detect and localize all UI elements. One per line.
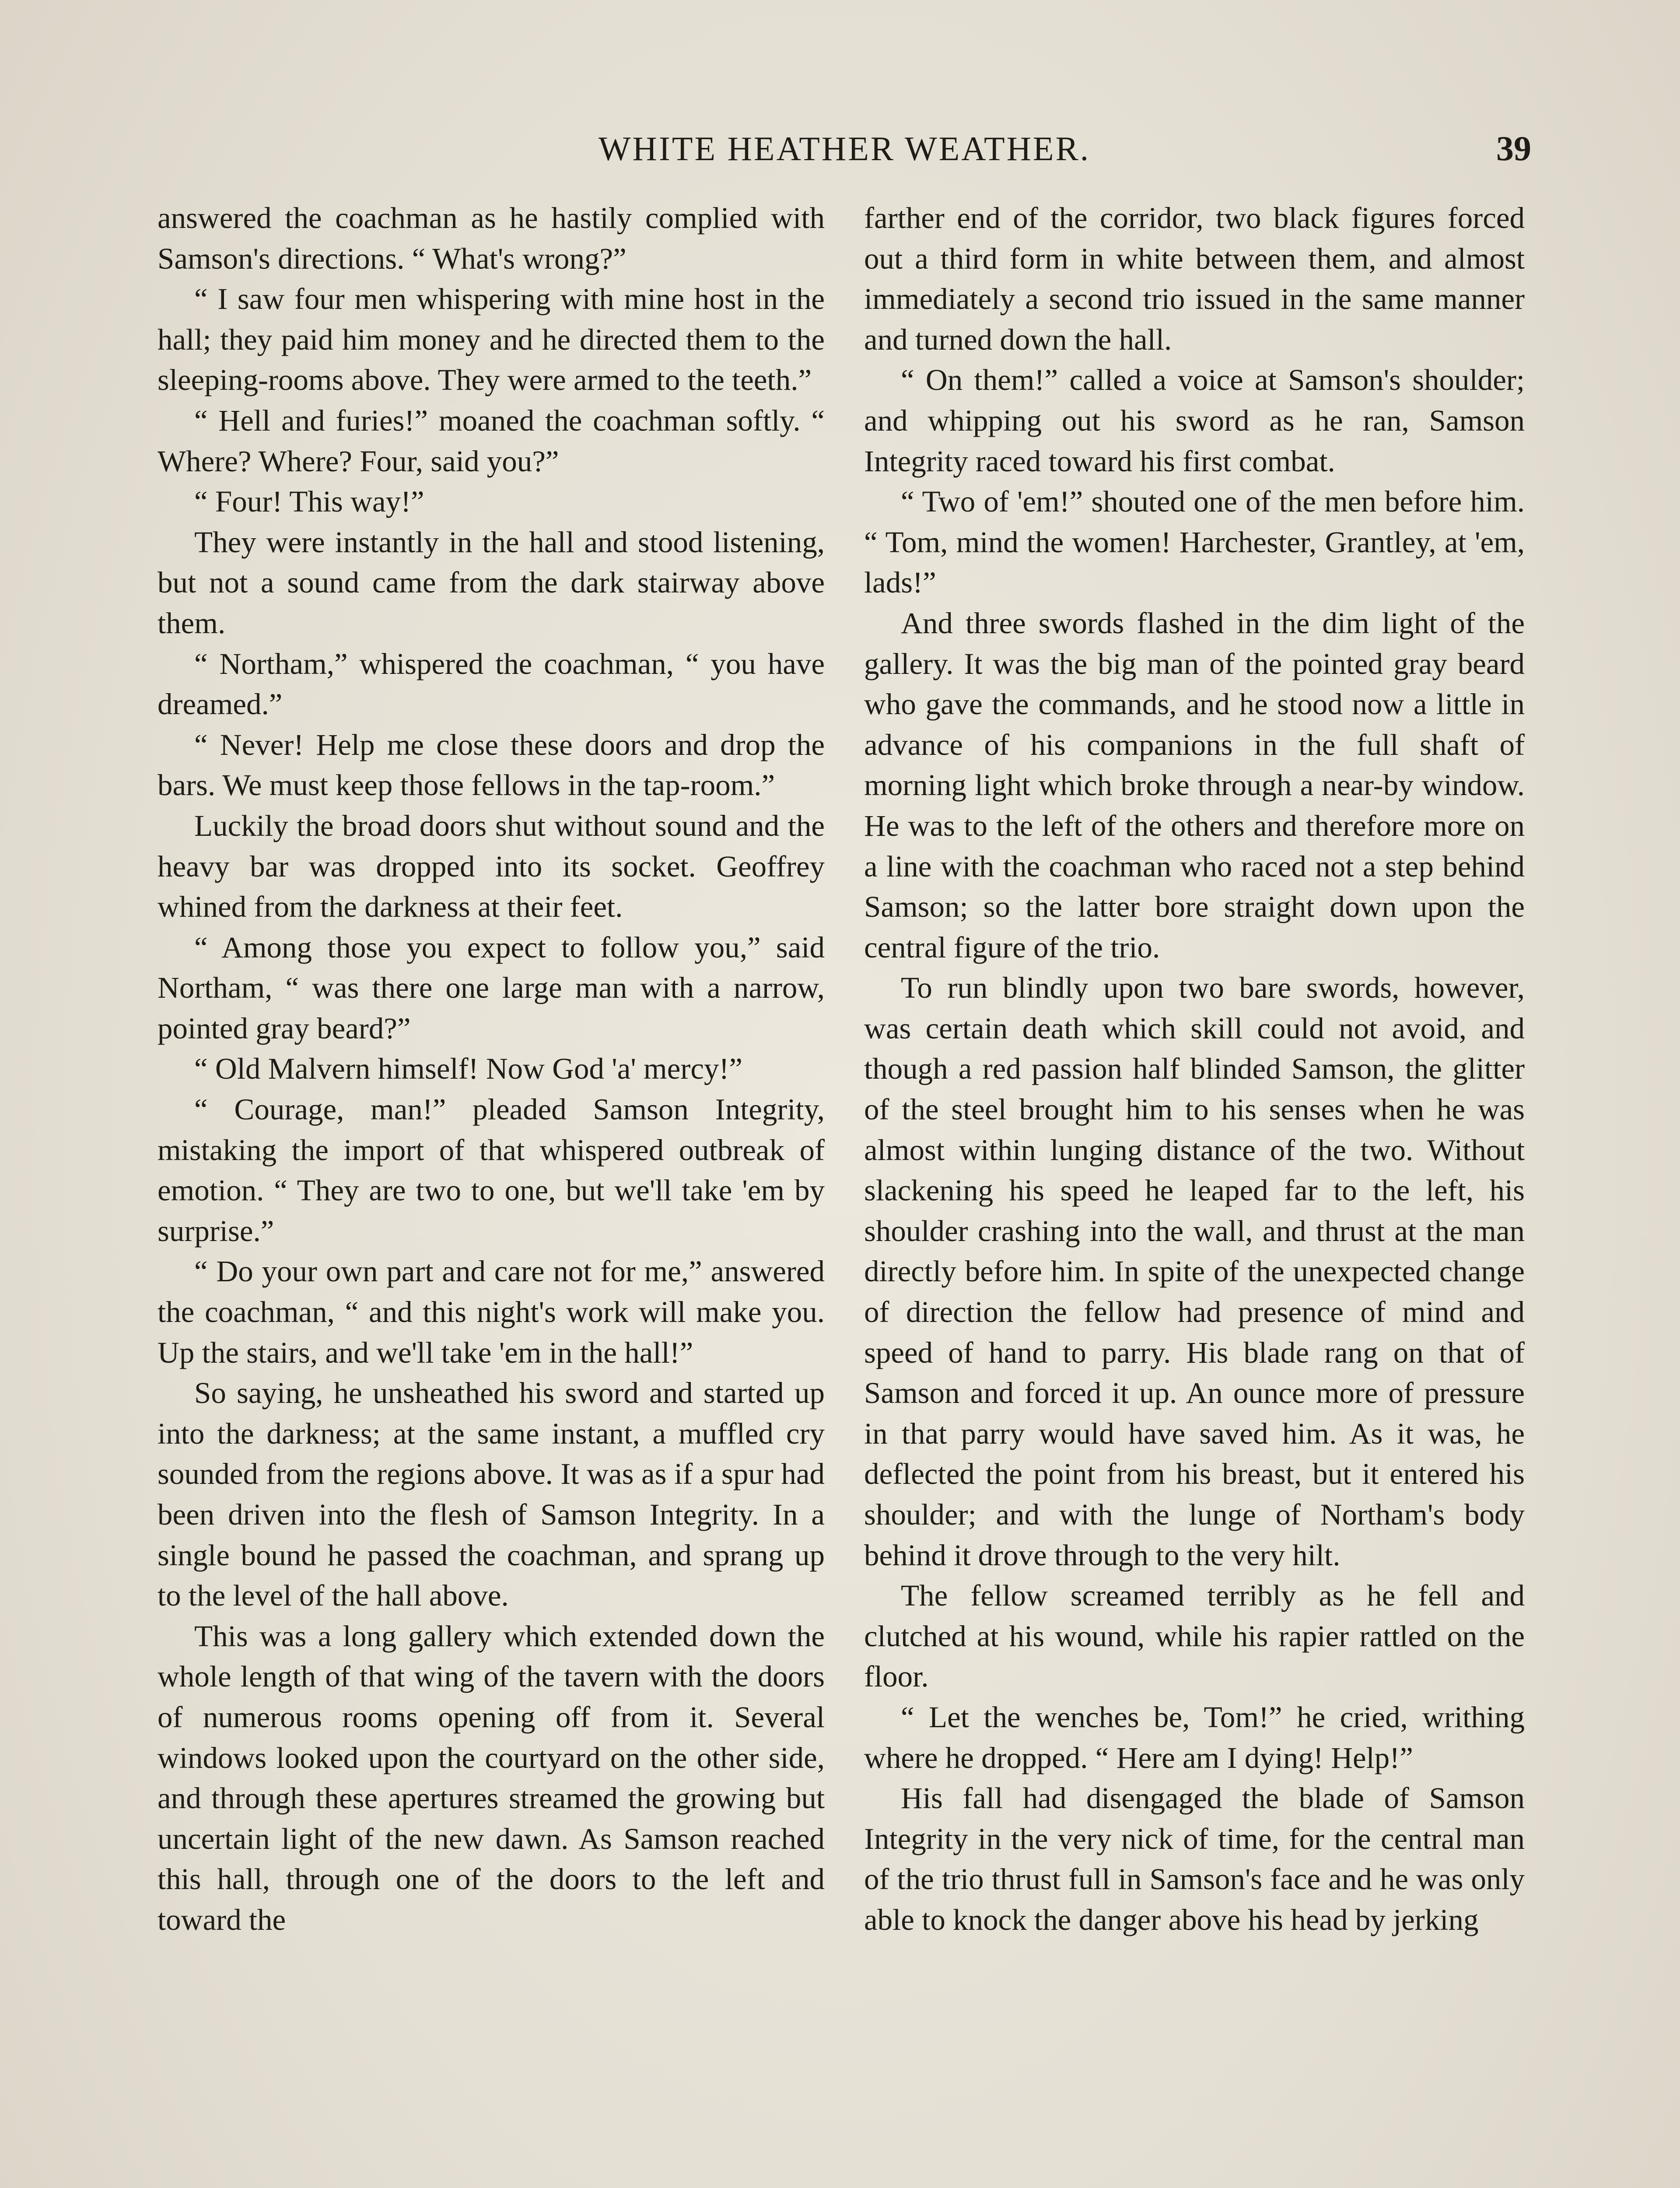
left-text-column (158, 198, 825, 1940)
paragraph: To run blindly upon two bare swords, however, was certain death which skill could not avoid, and though a red passion half blinded Samson, the glitter of the steel brought him to his senses when he was almost within lunging distance of the two. Without slackening his speed he leaped far to the left, his shoulder crashing into the wall, and thrust at the man directly before him. In spite of the unexpected change of direction the fellow had presence of mind and speed of hand to parry. His blade rang on that of Samson and forced it up. An ounce more of pressure in that parry would have saved him. As it was, he deflected the point from his breast, but it entered his shoulder; and with the lunge of Northam's body behind it drove through to the very hilt. (864, 971, 1525, 1572)
paragraph: “ Never! Help me close these doors and drop the bars. We must keep those fellows in the tap-room.” (158, 728, 825, 802)
paragraph: “ Do your own part and care not for me,” answered the coachman, “ and this night's work will make you. Up the stairs, and we'll take 'em in the hall!” (158, 1255, 825, 1369)
right-text-column (864, 198, 1525, 1940)
running-title: WHITE HEATHER WEATHER. (598, 130, 1091, 168)
paragraph: This was a long gallery which extended down the whole length of that wing of the tavern with the doors of numerous rooms opening off from it. Several windows looked upon the courtyard on the other side, and through these apertures streamed the growing but uncertain light of the new dawn. As Samson reached this hall, through one of the doors to the left and toward the (158, 1619, 825, 1936)
paragraph: “ Among those you expect to follow you,” said Northam, “ was there one large man with a narrow, pointed gray beard?” (158, 930, 825, 1045)
paragraph: “ Two of 'em!” shouted one of the men before him. “ Tom, mind the women! Harchester, Grantley, at 'em, lads!” (864, 485, 1525, 600)
paragraph: “ Four! This way!” (194, 485, 424, 519)
page-number: 39 (1496, 130, 1531, 168)
paragraph: The fellow screamed terribly as he fell and clutched at his wound, while his rapier rattled on the floor. (864, 1579, 1525, 1694)
paragraph: And three swords flashed in the dim light of the gallery. It was the big man of the pointed gray beard who gave the commands, and he stood now a little in advance of his companions in the full shaft of morning light which broke through a near-by window. He was to the left of the others and therefore more on a line with the coachman who raced not a step behind Samson; so the latter bore straight down upon the central figure of the trio. (864, 606, 1525, 964)
paragraph: They were instantly in the hall and stood listening, but not a sound came from the dark stairway above them. (158, 525, 825, 640)
paragraph: “ Courage, man!” pleaded Samson Integrity, mistaking the import of that whispered outbreak of emotion. “ They are two to one, but we'll take 'em by surprise.” (158, 1093, 825, 1248)
paragraph: So saying, he unsheathed his sword and started up into the darkness; at the same instant, a muffled cry sounded from the regions above. It was as if a spur had been driven into the flesh of Samson Integrity. In a single bound he passed the coachman, and sprang up to the level of the hall above. (158, 1376, 825, 1613)
paragraph: “ On them!” called a voice at Samson's shoulder; and whipping out his sword as he ran, Samson Integrity raced toward his first combat. (864, 363, 1525, 478)
paragraph: “ Old Malvern himself! Now God 'a' mercy!” (194, 1052, 743, 1086)
paragraph: “ I saw four men whispering with mine host in the hall; they paid him money and he directed them to the sleeping-rooms above. They were armed to the teeth.” (158, 282, 825, 397)
paragraph: farther end of the corridor, two black figures forced out a third form in white between them, and almost immediately a second trio issued in the same manner and turned down the hall. (864, 201, 1525, 356)
paragraph: answered the coachman as he hastily complied with Samson's directions. “ What's wrong?” (158, 201, 825, 275)
running-head (158, 125, 1531, 173)
paragraph: Luckily the broad doors shut without sound and the heavy bar was dropped into its socket. Geoffrey whined from the darkness at their feet. (158, 809, 825, 924)
paragraph: “ Hell and furies!” moaned the coachman softly. “ Where? Where? Four, said you?” (158, 403, 825, 478)
paragraph: “ Northam,” whispered the coachman, “ you have dreamed.” (158, 647, 825, 721)
paragraph: “ Let the wenches be, Tom!” he cried, writhing where he dropped. “ Here am I dying! Help!” (864, 1700, 1525, 1774)
paragraph: His fall had disengaged the blade of Samson Integrity in the very nick of time, for the central man of the trio thrust full in Samson's face and he was only able to knock the danger above his head by jerking (864, 1781, 1525, 1936)
